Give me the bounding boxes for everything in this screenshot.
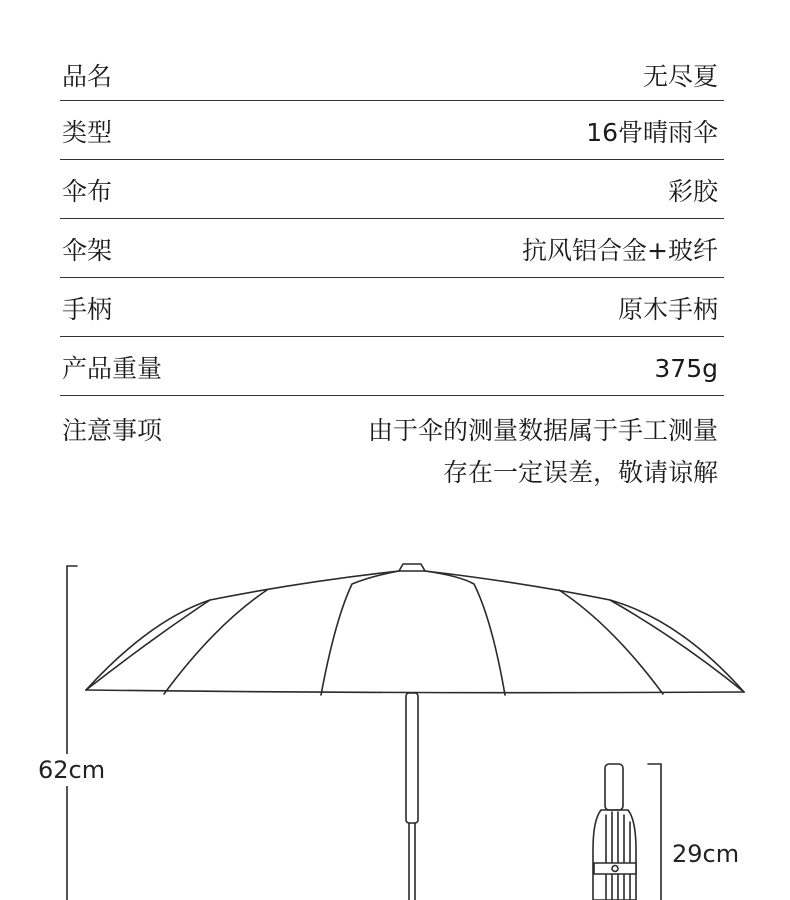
spec-row-fabric (60, 160, 724, 219)
folded-umbrella (593, 764, 636, 900)
folded-length-bracket (648, 764, 661, 900)
spec-row-weight (60, 337, 724, 396)
spec-table (60, 45, 724, 494)
folded-length-label: 29cm (672, 840, 740, 868)
spec-label: 类型 (62, 118, 113, 147)
open-umbrella-shaft (406, 693, 418, 900)
spec-value: 抗风铝合金+玻纤 (522, 236, 718, 265)
spec-row-name (60, 45, 724, 101)
spec-row-frame (60, 219, 724, 278)
note-text (60, 396, 724, 494)
spec-value: 375g (654, 354, 718, 383)
spec-row-type (60, 101, 724, 160)
note-label: 注意事项 (62, 416, 163, 445)
spec-label: 品名 (62, 62, 113, 91)
spec-value: 16骨晴雨伞 (586, 118, 718, 147)
note-line-2: 存在一定误差，敬请谅解 (442, 458, 718, 487)
open-height-bracket (67, 566, 77, 900)
open-height-label: 62cm (38, 756, 106, 784)
spec-label: 产品重量 (62, 354, 163, 383)
note-line-1: 由于伞的测量数据属于手工测量 (367, 416, 718, 445)
spec-label: 伞架 (62, 236, 113, 265)
spec-value: 彩胶 (667, 177, 718, 206)
spec-row-handle (60, 278, 724, 337)
spec-value: 原木手柄 (617, 295, 718, 324)
spec-label: 伞布 (62, 177, 113, 206)
spec-label: 手柄 (62, 295, 113, 324)
spec-row-note (60, 396, 724, 494)
spec-value: 无尽夏 (642, 62, 718, 91)
open-umbrella-canopy (86, 564, 744, 695)
